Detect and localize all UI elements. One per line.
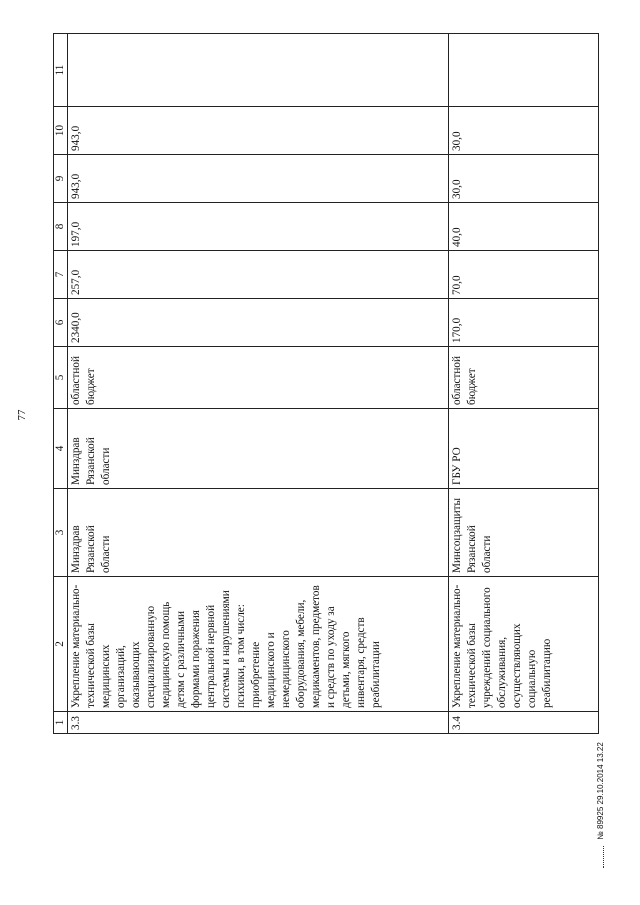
header-cell: 8 (54, 203, 68, 251)
year-cell: 943,0 (68, 107, 449, 155)
header-cell: 2 (54, 577, 68, 712)
funding-source-cell: областной бюджет (449, 347, 599, 409)
doc-registration-number: № 89925 29.10.2014 13.22 (596, 742, 605, 840)
year-cell: 30,0 (449, 107, 599, 155)
document-footer (596, 648, 610, 868)
header-cell: 11 (54, 34, 68, 107)
header-cell: 10 (54, 107, 68, 155)
year-cell: 40,0 (449, 203, 599, 251)
header-cell: 9 (54, 155, 68, 203)
year-cell: 257,0 (68, 251, 449, 299)
header-cell: 5 (54, 347, 68, 409)
program-table (53, 33, 599, 734)
row-number: 3.4 (449, 712, 599, 734)
activity-cell: Укрепление материально-технической базы учреждений социального обслуживания, осуществляющих социальную реабилитацию (449, 577, 599, 712)
rotated-table-wrapper (53, 34, 623, 734)
page-number: 77 (16, 409, 28, 421)
header-cell: 7 (54, 251, 68, 299)
year-cell (449, 34, 599, 107)
header-cell: 6 (54, 299, 68, 347)
header-cell: 1 (54, 712, 68, 734)
funding-source-cell: областной бюджет (68, 347, 449, 409)
executor-cell: ГБУ РО (449, 409, 599, 489)
row-number: 3.3 (68, 712, 449, 734)
year-cell: 30,0 (449, 155, 599, 203)
header-cell: 4 (54, 409, 68, 489)
header-row (54, 34, 68, 734)
total-cell: 2340,0 (68, 299, 449, 347)
year-cell: 943,0 (68, 155, 449, 203)
table-row (68, 34, 449, 734)
year-cell: 197,0 (68, 203, 449, 251)
responsible-cell: Минздрав Рязанской области (68, 489, 449, 577)
activity-cell: Укрепление материально-технической базы медицинских организаций, оказывающих специализированную медицинскую помощь детям с различными формами поражения центральной нервной системы и нарушениями психики, в том числе: приобретение медицинского и немедицинского оборудования, мебели, медикаментов, предметов и средств по уходу за детьми, мягкого инвентаря, средств реабилитации (68, 577, 449, 712)
table-row (449, 34, 599, 734)
year-cell: 70,0 (449, 251, 599, 299)
header-cell: 3 (54, 489, 68, 577)
responsible-cell: Минсоцзащиты Рязанской области (449, 489, 599, 577)
registration-stamp-icon (597, 846, 604, 868)
executor-cell: Минздрав Рязанской области (68, 409, 449, 489)
year-cell (68, 34, 449, 107)
total-cell: 170,0 (449, 299, 599, 347)
